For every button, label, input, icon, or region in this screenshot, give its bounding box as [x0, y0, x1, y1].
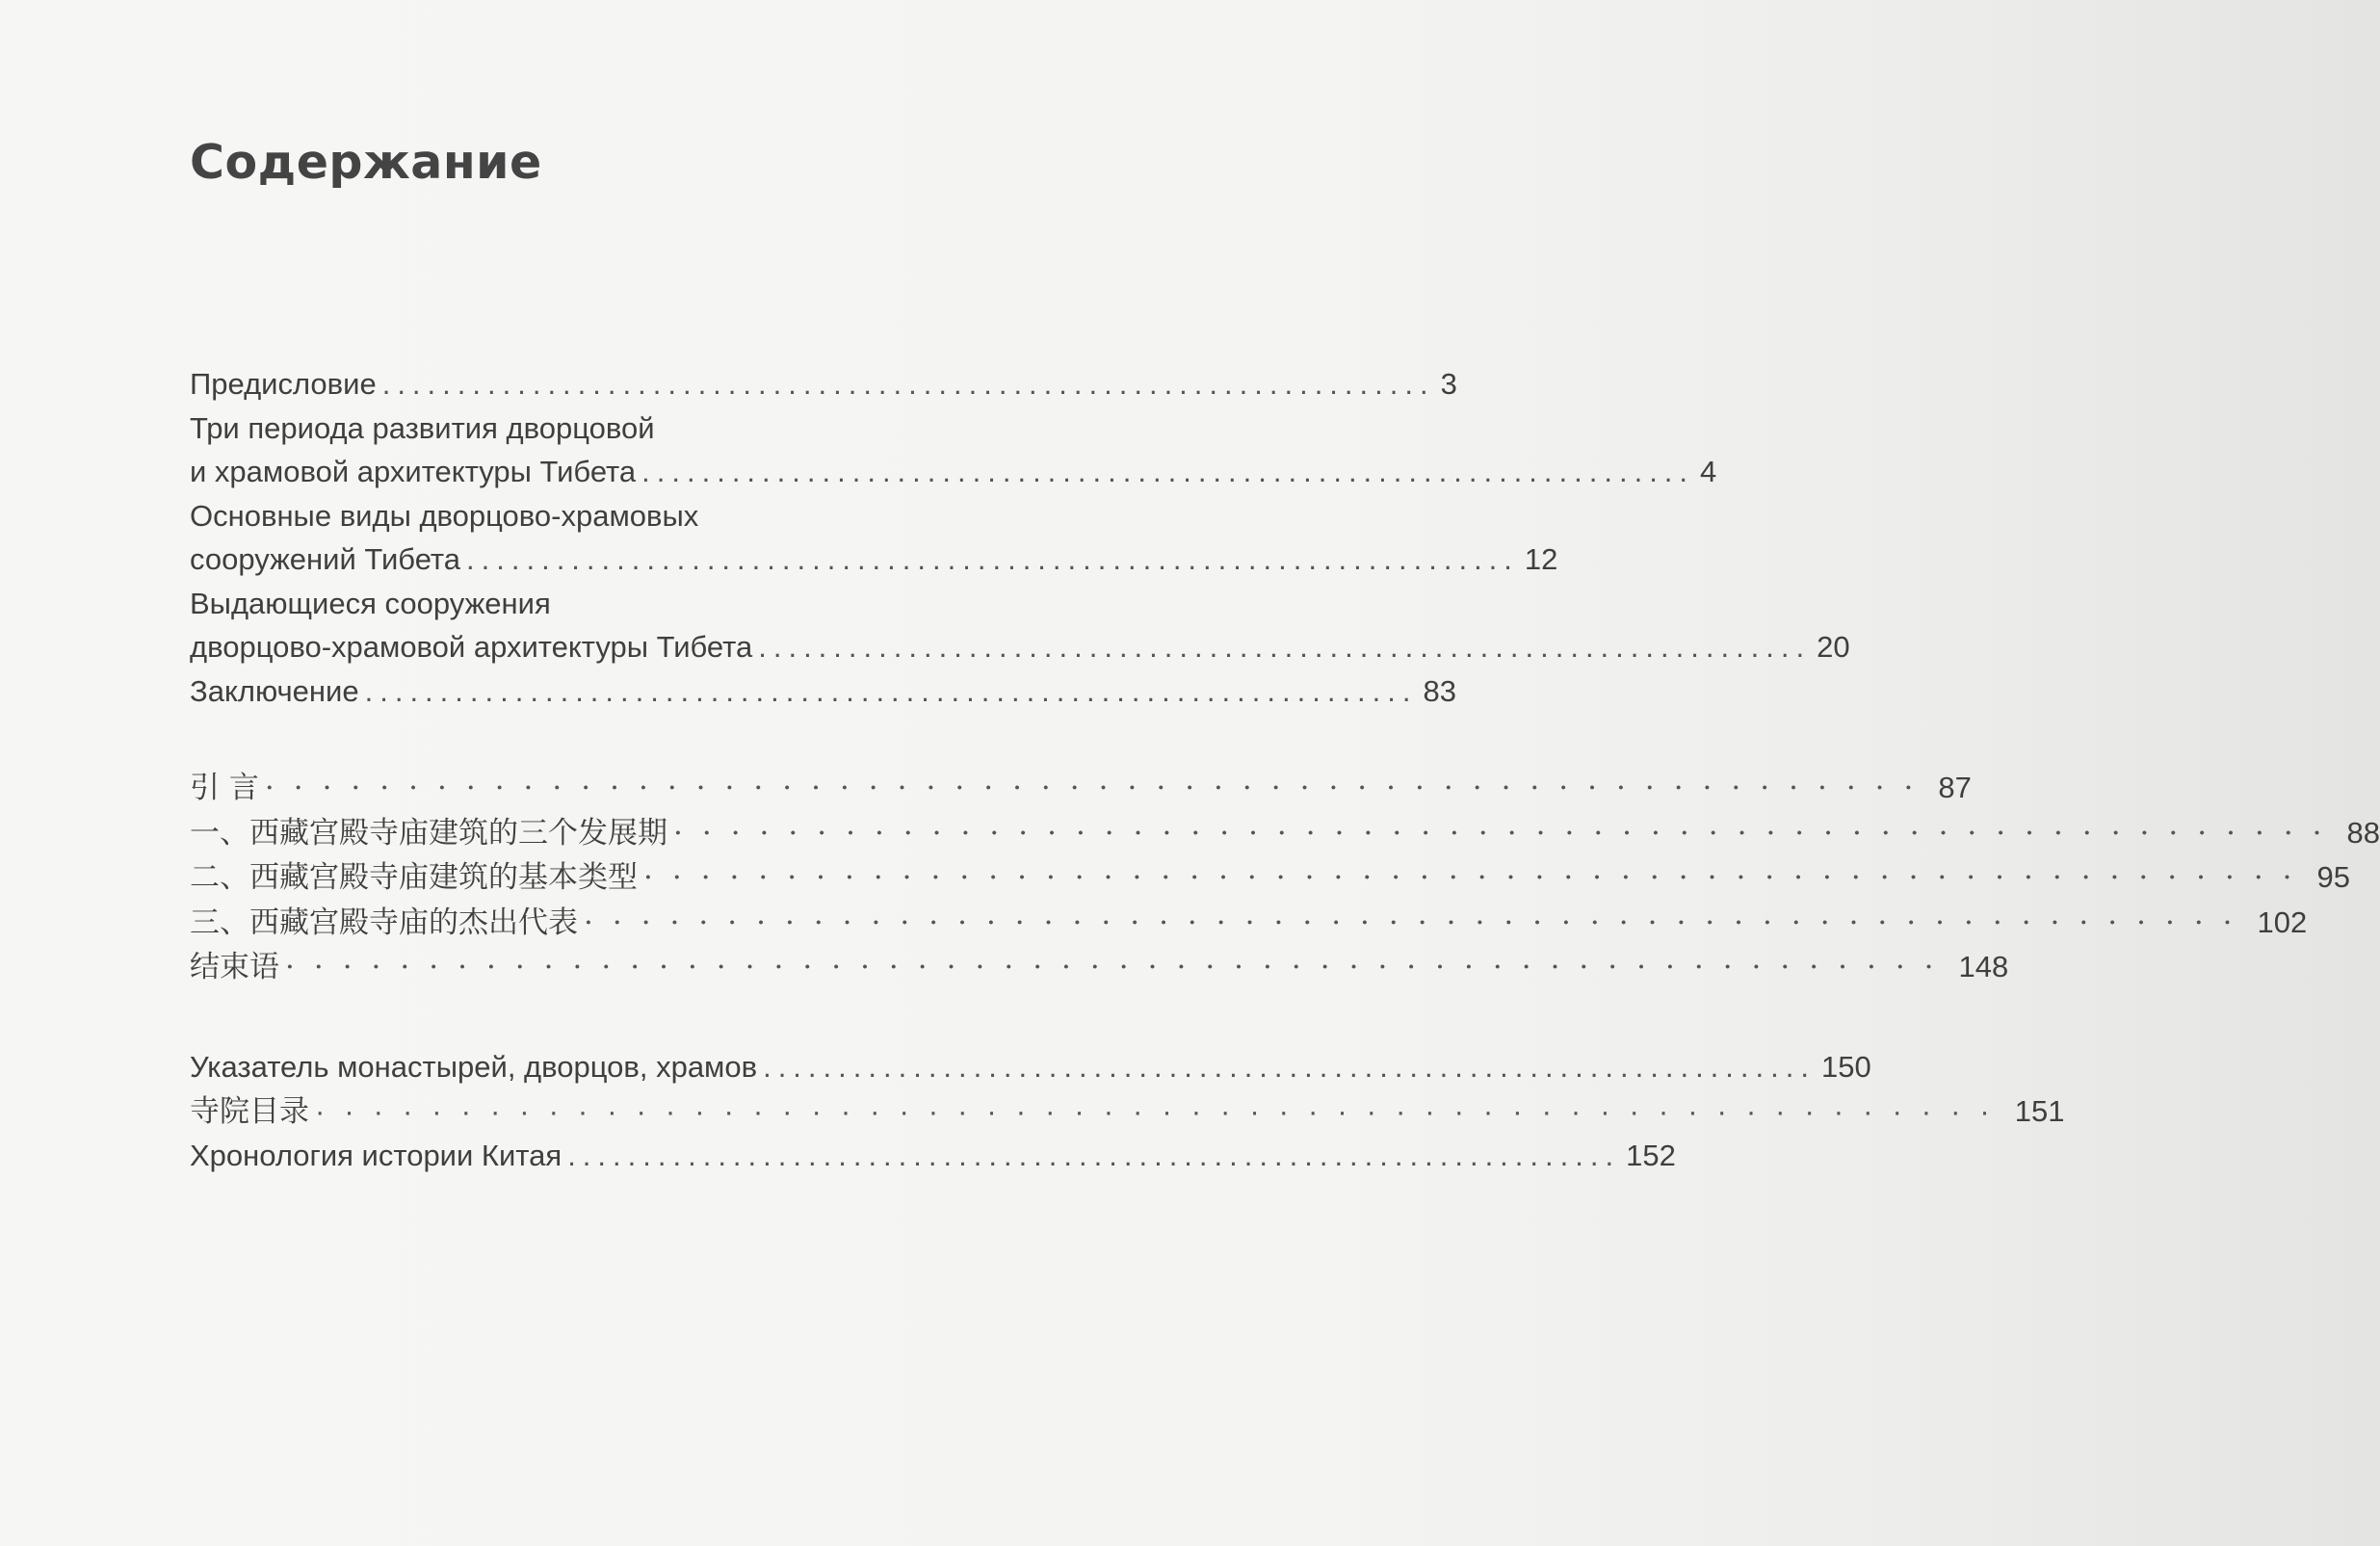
toc-page-number: 12: [1524, 542, 1558, 576]
toc-entry-title-line-1: Выдающиеся сооружения: [190, 586, 551, 620]
toc-entry-title: 寺院目录: [190, 1093, 309, 1129]
page-title: Содержание: [190, 135, 542, 190]
toc-entry-title-line-2: и храмовой архитектуры Тибета: [190, 455, 637, 488]
toc-entry-zh-periods: [190, 811, 2380, 856]
toc-page-number: 20: [1817, 630, 1850, 664]
dot-leader: ··························································: [673, 815, 2341, 851]
toc-page-number: 87: [1938, 771, 1972, 804]
toc-page-number: 88: [2346, 815, 2380, 850]
dot-leader: ··························································: [643, 860, 2312, 895]
dot-leader: ......................................................................: [466, 542, 1519, 576]
dot-leader: ......................................................................: [763, 1050, 1816, 1084]
toc-entry-index-temples-zh: [190, 1089, 2065, 1135]
dot-leader: ......................................................................: [641, 455, 1695, 488]
toc-entry-zh-intro: [190, 766, 1972, 811]
dot-leader: ......................................................................: [567, 1139, 1621, 1172]
toc-entry-outstanding: [190, 582, 1850, 669]
toc-page-number: 152: [1626, 1139, 1676, 1172]
toc-page-number: 102: [2257, 904, 2308, 939]
toc-entry-title: Указатель монастырей, дворцов, храмов: [190, 1050, 758, 1084]
toc-entry-title: 三、西藏宫殿寺庙的杰出代表: [190, 904, 578, 940]
toc-page-number: 3: [1440, 367, 1457, 401]
toc-entry-title-line-2: дворцово-храмовой архитектуры Тибета: [190, 630, 753, 664]
toc-entry-conclusion: [190, 669, 1456, 714]
toc-entry-title: 一、西藏宫殿寺庙建筑的三个发展期: [190, 815, 667, 851]
dot-leader: ......................................................................: [364, 673, 1418, 708]
toc-entry-zh-representatives: [190, 901, 2308, 946]
toc-entry-zh-conclusion: [190, 945, 2009, 990]
toc-entry-title: Предисловие: [190, 367, 377, 401]
toc-section-chinese: [190, 766, 2380, 990]
dot-leader: ··························································: [584, 904, 2252, 940]
toc-entry-title-line-1: Три периода развития дворцовой: [190, 410, 655, 445]
toc-entry-preface: [190, 362, 1457, 406]
dot-leader: ··························································: [264, 771, 1933, 805]
toc-entry-title: Заключение: [190, 673, 359, 708]
toc-page-number: 150: [1820, 1050, 1871, 1084]
toc-entry-three-periods: [190, 406, 1717, 494]
dot-leader: ......................................................................: [758, 630, 1812, 664]
toc-page-number: 83: [1423, 673, 1456, 708]
toc-section-index: [190, 1045, 2065, 1178]
toc-entry-title: 结束语: [190, 950, 279, 984]
toc-entry-title: Хронология истории Китая: [190, 1139, 562, 1172]
toc-page-number: 148: [1958, 950, 2009, 983]
dot-leader: ··························································: [285, 950, 1953, 984]
toc-entry-zh-types: [190, 855, 2351, 901]
toc-entry-title-line-1: Основные виды дворцово-храмовых: [190, 498, 699, 533]
toc-entry-title-line-2: сооружений Тибета: [190, 542, 461, 576]
toc-page-number: 4: [1700, 455, 1717, 488]
toc-entry-title: 二、西藏宫殿寺庙建筑的基本类型: [190, 860, 638, 895]
toc-page-number: 95: [2316, 860, 2351, 894]
toc-entry-chronology: [190, 1134, 1676, 1178]
toc-page-number: 151: [2014, 1093, 2065, 1128]
toc-section-russian: [190, 362, 1850, 713]
dot-leader: ......................................................................: [381, 367, 1435, 401]
toc-entry-index-monasteries: [190, 1045, 1871, 1089]
toc-entry-title: 引 言: [190, 771, 259, 805]
toc-entry-main-types: [190, 494, 1558, 582]
dot-leader: ··························································: [315, 1093, 2009, 1128]
